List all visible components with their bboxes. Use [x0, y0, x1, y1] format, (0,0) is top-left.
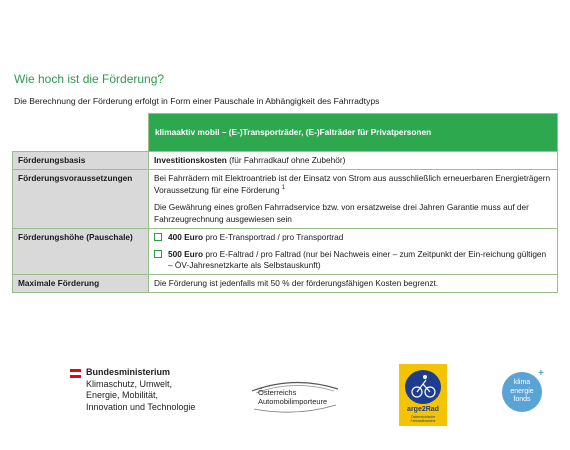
automobilimporteure-text [258, 388, 327, 406]
voraussetzung-text-1: Bei Fahrrädern mit Elektroantrieb ist der Einsatz von Strom aus ausschließlich erneuerbaren Energieträgern Voraussetzung für eine Förderung [154, 173, 551, 196]
klimafonds-plus-icon: + [538, 368, 544, 379]
table-row-hoehe [13, 228, 558, 275]
option-text-faltrad [168, 249, 552, 271]
basis-text: (für Fahrradkauf ohne Zubehör) [226, 155, 346, 165]
option-faltrad [154, 249, 552, 271]
row-label-maximal: Maximale Förderung [13, 275, 149, 293]
section-heading: Wie hoch ist die Förderung? [14, 72, 165, 86]
option-desc-faltrad: pro E-Faltrad / pro Faltrad (nur bei Nachweis einer – zum Zeitpunkt der Ein-reichung gültigen – ÖV-Jahresnetzkarte als Selbstauskunft) [168, 248, 547, 271]
voraussetzung-paragraph-1 [154, 173, 552, 196]
row-label-voraussetzungen: Förderungsvoraussetzungen [13, 170, 149, 229]
table-row-basis [13, 152, 558, 170]
automobilimporteure-logo [246, 373, 346, 415]
funding-table [12, 113, 558, 293]
option-amount-faltrad: 500 Euro [168, 248, 204, 259]
arge2rad-sub: Österreichische Fahrradbranche [410, 415, 436, 423]
table-header-row [13, 114, 558, 152]
klimafonds-logo [502, 372, 542, 412]
austrian-flag-icon [70, 369, 81, 378]
oa-line-2: Automobilimporteure [258, 397, 328, 406]
kf-line-3: fonds [513, 396, 531, 403]
row-content-basis [149, 152, 558, 170]
bmk-line-4: Innovation und Technologie [86, 401, 196, 412]
option-text-transportrad [168, 232, 343, 243]
option-amount-transportrad: 400 Euro [168, 231, 204, 242]
row-content-hoehe [149, 228, 558, 275]
table-row-voraussetzungen [13, 170, 558, 229]
arge2rad-logo [399, 364, 447, 426]
table-row-maximal [13, 275, 558, 293]
row-label-hoehe: Förderungshöhe (Pauschale) [13, 228, 149, 275]
row-content-maximal: Die Förderung ist jedenfalls mit 50 % der förderungsfähigen Kosten begrenzt. [149, 275, 558, 293]
bmk-logo-text [86, 367, 195, 413]
arge2rad-name: arge2Rad [407, 406, 439, 413]
footnote-marker: 1 [281, 185, 286, 192]
option-transportrad [154, 232, 552, 243]
bmk-line-2: Klimaschutz, Umwelt, [86, 378, 173, 389]
checkbox-faltrad[interactable] [154, 250, 162, 258]
bmk-line-3: Energie, Mobilität, [86, 390, 159, 400]
option-desc-transportrad: pro E-Transportrad / pro Transportrad [203, 231, 344, 242]
table-header: klimaaktiv mobil – (E-)Transporträder, (E-)Falträder für Privatpersonen [149, 114, 558, 152]
row-label-basis: Förderungsbasis [13, 152, 149, 170]
row-content-voraussetzungen [149, 170, 558, 229]
bicycle-rider-icon [405, 370, 441, 404]
bmk-line-1: Bundesministerium [86, 367, 171, 377]
kf-line-2: energie [510, 387, 534, 395]
kf-line-1: klima [513, 379, 531, 386]
voraussetzung-paragraph-2: Die Gewährung eines großen Fahrradservice bzw. von ersatzweise drei Jahren Garantie muss auf der Fahrzeugrechnung ausgewiesen sein [154, 202, 529, 224]
oa-line-1: Österreichs [258, 388, 297, 397]
checkbox-transportrad[interactable] [154, 233, 162, 241]
klimafonds-text [502, 379, 542, 405]
table-header-blank [13, 114, 149, 152]
section-intro: Die Berechnung der Förderung erfolgt in Form einer Pauschale in Abhängigkeit des Fahrradtyps [14, 96, 380, 106]
basis-bold: Investitionskosten [154, 155, 227, 165]
